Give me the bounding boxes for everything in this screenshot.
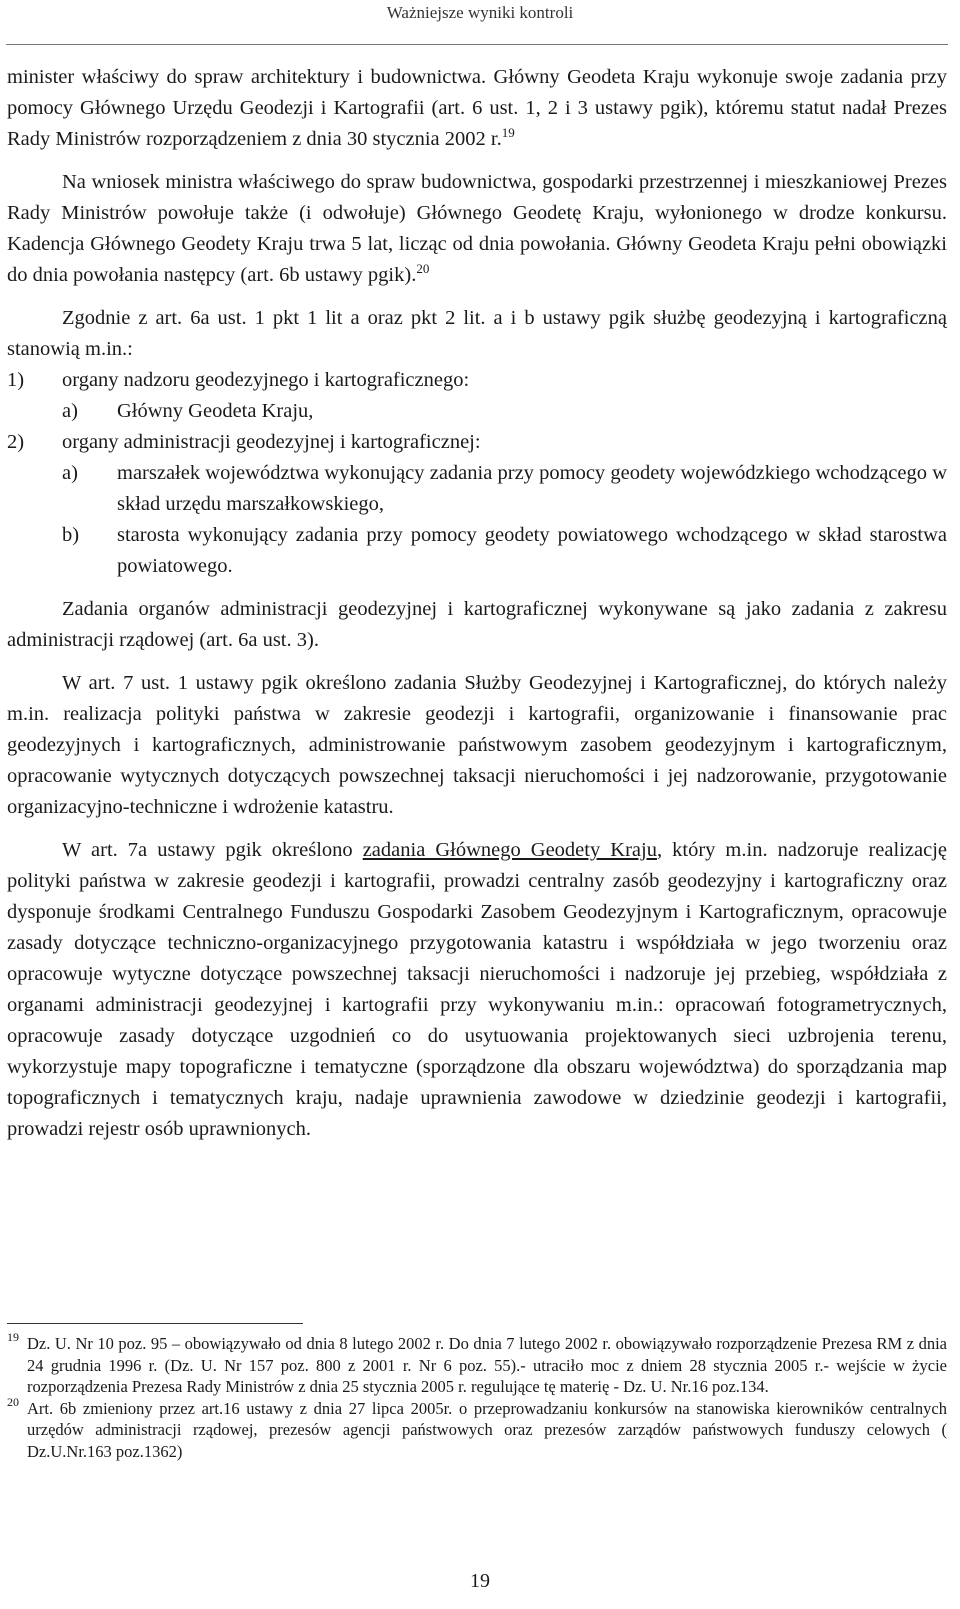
- paragraph-2-text: Na wniosek ministra właściwego do spraw budownictwa, gospodarki przestrzennej i mieszkaniowej Prezes Rady Ministrów powołuje także (i odwołuje) Głównego Geodetę Kraju, wyłonionego w drodze konkursu. Kadencja Głównego Geodety Kraju trwa 5 lat, licząc od dnia powołania. Główny Geodeta Kraju pełni obowiązki do dnia powołania następcy (art. 6b ustawy pgik).: [7, 171, 947, 286]
- page-body: [7, 62, 947, 1145]
- footnote-20: [7, 1394, 947, 1463]
- list-text: organy nadzoru geodezyjnego i kartograficznego:: [62, 369, 470, 391]
- list-number: 1): [7, 369, 25, 391]
- paragraph-6-end: , który m.in. nadzoruje realizację polityki państwa w zakresie geodezji i kartografii, prowadzi centralny zasób geodezyjny i kartograficzny oraz dysponuje środkami Centralnego Funduszu Gospodarki Zasobem Geodezyjnym i Kartograficznym, opracowuje zasady dotyczące techniczno-organizacyjnego przygotowania katastru i współdziała w jego tworzeniu oraz opracowuje wytyczne dotyczące powszechnej taksacji nieruchomości i nadzoruje jej przebieg, współdziała z organami administracji geodezyjnej i kartografii przy wykonywaniu m.in.: opracowań fotogrametrycznych, opracowuje zasady dotyczące uzgodnień co do usytuowania projektowanych sieci uzbrojenia terenu, wykorzystuje mapy topograficzne i tematyczne (sporządzone dla obszaru województwa) do sporządzania map topograficznych i tematycznych kraju, nadaje uprawnienia zawodowe w dziedzinie geodezji i kartografii, prowadzi rejestr osób uprawnionych.: [7, 839, 947, 1140]
- list-number: a): [62, 400, 78, 422]
- list-item: [7, 520, 947, 582]
- paragraph-1-text: minister właściwy do spraw architektury i budownictwa. Główny Geodeta Kraju wykonuje swoje zadania przy pomocy Głównego Urzędu Geodezji i Kartografii (art. 6 ust. 1, 2 i 3 ustawy pgik), któremu statut nadał Prezes Rady Ministrów rozporządzeniem z dnia 30 stycznia 2002 r.: [7, 66, 947, 150]
- footnote-mark: 19: [7, 1330, 19, 1344]
- list-text: Główny Geodeta Kraju,: [117, 400, 314, 422]
- paragraph-1: [7, 62, 947, 155]
- list-item: [7, 396, 947, 427]
- paragraph-6: [7, 835, 947, 1145]
- page-number: 19: [470, 1570, 490, 1592]
- list-text: starosta wykonujący zadania przy pomocy geodety powiatowego wchodzącego w skład starostwa powiatowego.: [117, 524, 947, 577]
- paragraph-4: Zadania organów administracji geodezyjnej i kartograficznej wykonywane są jako zadania z zakresu administracji rządowej (art. 6a ust. 3).: [7, 598, 947, 651]
- list-item: [7, 427, 947, 458]
- footnote-mark: 20: [7, 1394, 19, 1409]
- list-number: a): [62, 462, 78, 484]
- list-text: marszałek województwa wykonujący zadania przy pomocy geodety wojewódzkiego wchodzącego w skład urzędu marszałkowskiego,: [117, 462, 947, 515]
- paragraph-2: [7, 167, 947, 291]
- list-text: organy administracji geodezyjnej i kartograficznej:: [62, 431, 481, 453]
- underlined-phrase: zadania Głównego Geodety Kraju: [362, 839, 657, 861]
- footnote-text: Art. 6b zmieniony przez art.16 ustawy z dnia 27 lipca 2005r. o przeprowadzaniu konkursów na stanowiska kierowników centralnych urzędów administracji rządowej, prezesów agencji państwowych oraz prezesów zarządów państwowych funduszy celowych ( Dz.U.Nr.163 poz.1362): [27, 1398, 947, 1461]
- footnote-ref-19[interactable]: 19: [501, 125, 515, 140]
- header-rule: [6, 44, 948, 45]
- paragraph-3: Zgodnie z art. 6a ust. 1 pkt 1 lit a oraz pkt 2 lit. a i b ustawy pgik służbę geodezyjną i kartograficzną stanowią m.in.:: [7, 307, 947, 360]
- list-number: 2): [7, 431, 25, 453]
- footnote-text: Dz. U. Nr 10 poz. 95 – obowiązywało od dnia 8 lutego 2002 r. Do dnia 7 lutego 2002 r. obowiązywało rozporządzenie Prezesa RM z dnia 24 grudnia 1996 r. (Dz. U. Nr 157 poz. 800 z 2001 r. Nr 6 poz. 55).- utraciło moc z dniem 28 stycznia 2005 r.- wejście w życie rozporządzenia Prezesa Rady Ministrów z dnia 25 stycznia 2005 r. regulujące tę materię - Dz. U. Nr.16 poz.134.: [27, 1334, 947, 1396]
- footnote-19: [7, 1330, 947, 1398]
- list-number: b): [62, 524, 80, 546]
- list-item: [7, 365, 947, 396]
- footnote-ref-20[interactable]: 20: [416, 261, 430, 276]
- footnote-rule: [7, 1323, 303, 1324]
- paragraph-6-start: W art. 7a ustawy pgik określono: [62, 839, 363, 861]
- footnotes: [7, 1330, 947, 1462]
- paragraph-5: W art. 7 ust. 1 ustawy pgik określono zadania Służby Geodezyjnej i Kartograficznej, do których należy m.in. realizacja polityki państwa w zakresie geodezji i kartografii, organizowanie i finansowanie prac geodezyjnych i kartograficznych, administrowanie państwowym zasobem geodezyjnym i kartograficznym, opracowanie wytycznych dotyczących powszechnej taksacji nieruchomości i jej nadzorowanie, przygotowanie organizacyjno-techniczne i wdrożenie katastru.: [7, 672, 947, 818]
- running-header: Ważniejsze wyniki kontroli: [386, 3, 574, 22]
- list-item: [7, 458, 947, 520]
